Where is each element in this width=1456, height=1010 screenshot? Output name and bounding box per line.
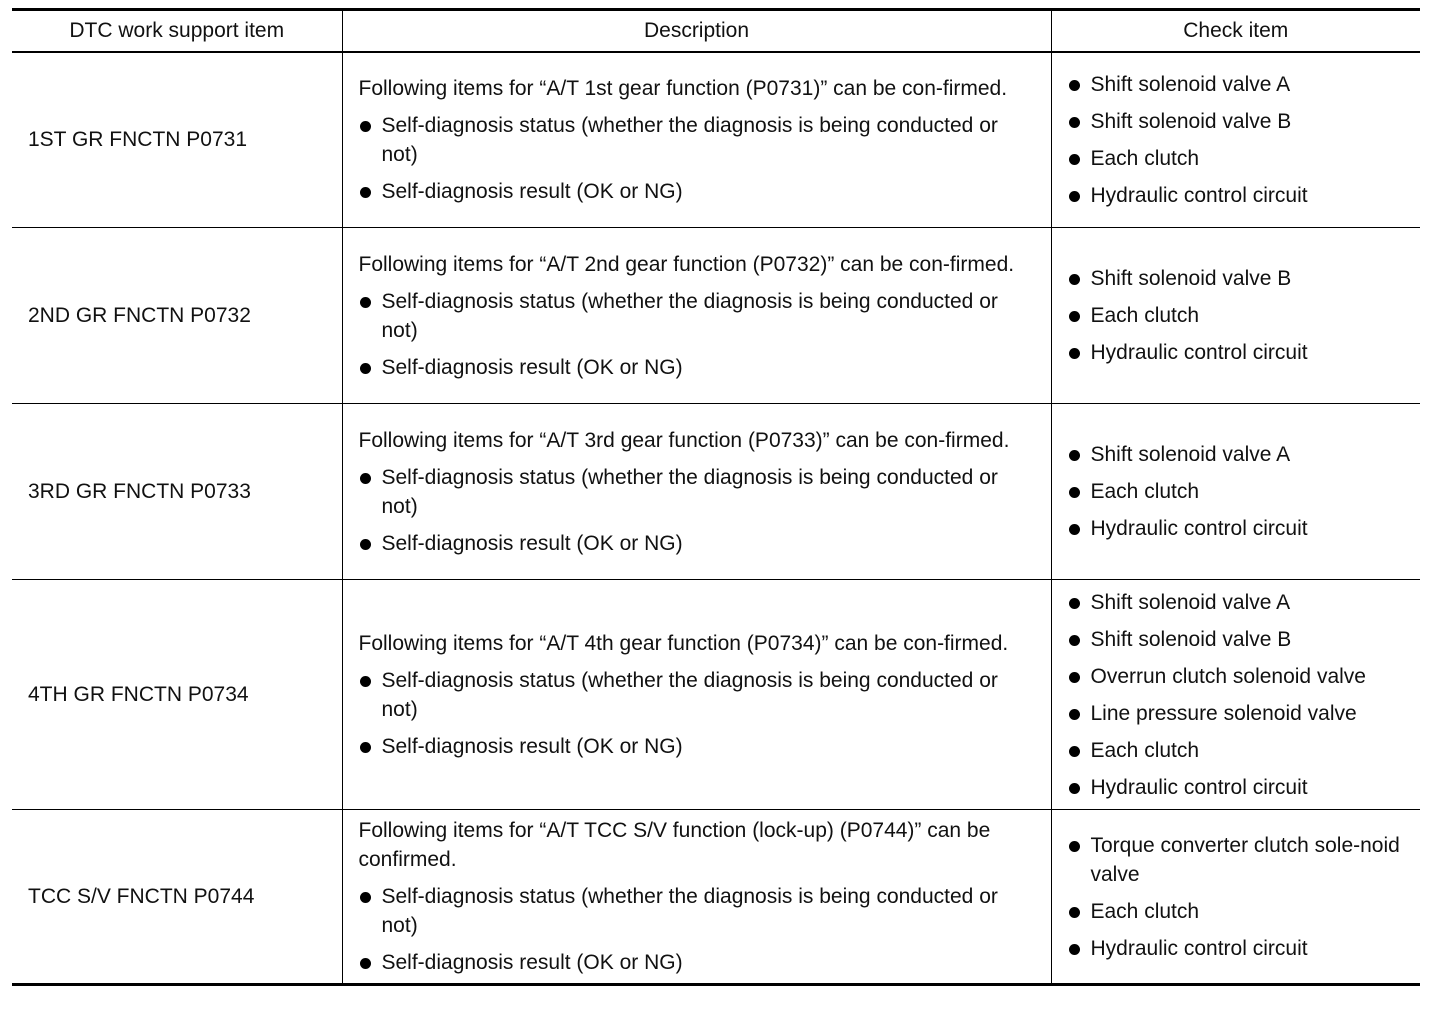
header-row bbox=[12, 10, 1420, 52]
bullet-icon bbox=[360, 892, 371, 903]
list-item bbox=[359, 882, 1039, 940]
list-item bbox=[1068, 831, 1409, 889]
description-cell bbox=[342, 404, 1051, 580]
bullet-icon bbox=[1069, 907, 1080, 918]
list-item-text: Each clutch bbox=[1090, 899, 1200, 923]
list-item-text: Self-diagnosis result (OK or NG) bbox=[381, 951, 683, 974]
list-item-text: Hydraulic control circuit bbox=[1090, 183, 1308, 207]
list-item-text: Each clutch bbox=[1090, 480, 1200, 503]
list-item bbox=[1068, 773, 1409, 802]
dtc-work-support-table bbox=[12, 8, 1420, 986]
work-support-item: TCC S/V FNCTN P0744 bbox=[12, 810, 342, 985]
list-item-text: Hydraulic control circuit bbox=[1090, 517, 1308, 540]
list-item-text: Self-diagnosis status (whether the diagnosis is being conducted or not) bbox=[381, 113, 998, 166]
list-item bbox=[1068, 107, 1409, 136]
check-list bbox=[1068, 264, 1409, 367]
check-list bbox=[1068, 70, 1409, 210]
list-item-text: Shift solenoid valve B bbox=[1090, 627, 1292, 651]
description-cell bbox=[342, 52, 1051, 228]
list-item-text: Line pressure solenoid valve bbox=[1090, 701, 1357, 725]
bullet-icon bbox=[1069, 746, 1080, 757]
list-item bbox=[1068, 699, 1409, 728]
list-item bbox=[1068, 181, 1409, 210]
bullet-icon bbox=[360, 121, 371, 132]
list-item-text: Overrun clutch solenoid valve bbox=[1090, 664, 1366, 688]
list-item bbox=[359, 287, 1039, 345]
description-intro: Following items for “A/T 4th gear function (P0734)” can be con-firmed. bbox=[358, 631, 1009, 655]
description-cell bbox=[342, 228, 1051, 404]
work-support-item: 3RD GR FNCTN P0733 bbox=[12, 404, 342, 580]
bullet-icon bbox=[1069, 348, 1080, 359]
bullet-icon bbox=[1069, 274, 1080, 285]
check-item-cell bbox=[1051, 52, 1420, 228]
list-item bbox=[1068, 897, 1409, 926]
description-list bbox=[359, 287, 1039, 382]
list-item-text: Shift solenoid valve B bbox=[1090, 267, 1292, 290]
list-item-text: Shift solenoid valve A bbox=[1090, 443, 1291, 466]
bullet-icon bbox=[360, 958, 371, 969]
bullet-icon bbox=[1069, 191, 1080, 202]
bullet-icon bbox=[1069, 154, 1080, 165]
check-item-cell bbox=[1051, 228, 1420, 404]
bullet-icon bbox=[1069, 709, 1080, 720]
list-item-text: Each clutch bbox=[1090, 304, 1200, 327]
list-item-text: Shift solenoid valve A bbox=[1090, 72, 1291, 96]
bullet-icon bbox=[1069, 598, 1080, 609]
bullet-icon bbox=[1069, 80, 1080, 91]
list-item-text: Shift solenoid valve B bbox=[1090, 109, 1292, 133]
bullet-icon bbox=[1069, 524, 1080, 535]
bullet-icon bbox=[1069, 311, 1080, 322]
list-item bbox=[1068, 440, 1409, 469]
list-item bbox=[1068, 338, 1409, 367]
list-item bbox=[1068, 477, 1409, 506]
list-item bbox=[1068, 934, 1409, 963]
header-dtc-work-support-item: DTC work support item bbox=[12, 10, 342, 52]
bullet-icon bbox=[1069, 487, 1080, 498]
bullet-icon bbox=[1069, 944, 1080, 955]
list-item-text: Self-diagnosis status (whether the diagnosis is being conducted or not) bbox=[381, 289, 998, 342]
description-list bbox=[359, 463, 1039, 558]
table-row bbox=[12, 404, 1420, 580]
list-item bbox=[359, 353, 1039, 382]
list-item-text: Self-diagnosis result (OK or NG) bbox=[381, 179, 683, 203]
bullet-icon bbox=[1069, 841, 1080, 852]
description-intro: Following items for “A/T 2nd gear function (P0732)” can be con-firmed. bbox=[358, 252, 1015, 276]
list-item bbox=[1068, 514, 1409, 543]
bullet-icon bbox=[360, 187, 371, 198]
bullet-icon bbox=[360, 676, 371, 687]
list-item bbox=[359, 732, 1039, 761]
description-cell bbox=[342, 580, 1051, 810]
list-item bbox=[1068, 736, 1409, 765]
description-list bbox=[359, 666, 1039, 761]
list-item bbox=[359, 177, 1039, 206]
list-item bbox=[359, 529, 1039, 558]
description-list bbox=[359, 111, 1039, 206]
description-cell bbox=[342, 810, 1051, 985]
list-item-text: Self-diagnosis status (whether the diagnosis is being conducted or not) bbox=[381, 465, 998, 518]
bullet-icon bbox=[1069, 450, 1080, 461]
list-item-text: Torque converter clutch sole-noid valve bbox=[1090, 833, 1400, 886]
check-item-cell bbox=[1051, 810, 1420, 985]
list-item-text: Self-diagnosis result (OK or NG) bbox=[381, 531, 683, 555]
list-item-text: Shift solenoid valve A bbox=[1090, 590, 1291, 614]
list-item-text: Hydraulic control circuit bbox=[1090, 775, 1308, 799]
bullet-icon bbox=[1069, 117, 1080, 128]
list-item-text: Hydraulic control circuit bbox=[1090, 341, 1308, 364]
work-support-item: 1ST GR FNCTN P0731 bbox=[12, 52, 342, 228]
table-row bbox=[12, 810, 1420, 985]
list-item bbox=[1068, 301, 1409, 330]
check-list bbox=[1068, 588, 1409, 802]
list-item-text: Each clutch bbox=[1090, 146, 1200, 170]
bullet-icon bbox=[360, 297, 371, 308]
bullet-icon bbox=[360, 539, 371, 550]
list-item-text: Hydraulic control circuit bbox=[1090, 936, 1308, 960]
bullet-icon bbox=[1069, 672, 1080, 683]
list-item bbox=[1068, 588, 1409, 617]
description-intro: Following items for “A/T 1st gear function (P0731)” can be con-firmed. bbox=[358, 76, 1008, 100]
description-intro: Following items for “A/T TCC S/V function (lock-up) (P0744)” can be confirmed. bbox=[358, 819, 991, 871]
list-item-text: Each clutch bbox=[1090, 738, 1200, 762]
list-item bbox=[1068, 264, 1409, 293]
description-list bbox=[359, 882, 1039, 977]
work-support-item: 2ND GR FNCTN P0732 bbox=[12, 228, 342, 404]
list-item bbox=[359, 666, 1039, 724]
bullet-icon bbox=[360, 363, 371, 374]
bullet-icon bbox=[360, 473, 371, 484]
check-list bbox=[1068, 440, 1409, 543]
list-item bbox=[1068, 144, 1409, 173]
table-row bbox=[12, 580, 1420, 810]
header-description: Description bbox=[342, 10, 1051, 52]
table-row bbox=[12, 52, 1420, 228]
list-item-text: Self-diagnosis result (OK or NG) bbox=[381, 355, 683, 379]
list-item bbox=[1068, 662, 1409, 691]
list-item bbox=[359, 463, 1039, 521]
check-list bbox=[1068, 831, 1409, 963]
description-intro: Following items for “A/T 3rd gear function (P0733)” can be con-firmed. bbox=[358, 428, 1010, 452]
check-item-cell bbox=[1051, 580, 1420, 810]
list-item-text: Self-diagnosis status (whether the diagnosis is being conducted or not) bbox=[381, 885, 998, 937]
list-item-text: Self-diagnosis result (OK or NG) bbox=[381, 734, 683, 758]
list-item bbox=[1068, 625, 1409, 654]
table-row bbox=[12, 228, 1420, 404]
check-item-cell bbox=[1051, 404, 1420, 580]
bullet-icon bbox=[1069, 635, 1080, 646]
bullet-icon bbox=[360, 742, 371, 753]
list-item-text: Self-diagnosis status (whether the diagnosis is being conducted or not) bbox=[381, 668, 998, 721]
header-check-item: Check item bbox=[1051, 10, 1420, 52]
work-support-item: 4TH GR FNCTN P0734 bbox=[12, 580, 342, 810]
list-item bbox=[359, 948, 1039, 977]
list-item bbox=[359, 111, 1039, 169]
bullet-icon bbox=[1069, 783, 1080, 794]
list-item bbox=[1068, 70, 1409, 99]
